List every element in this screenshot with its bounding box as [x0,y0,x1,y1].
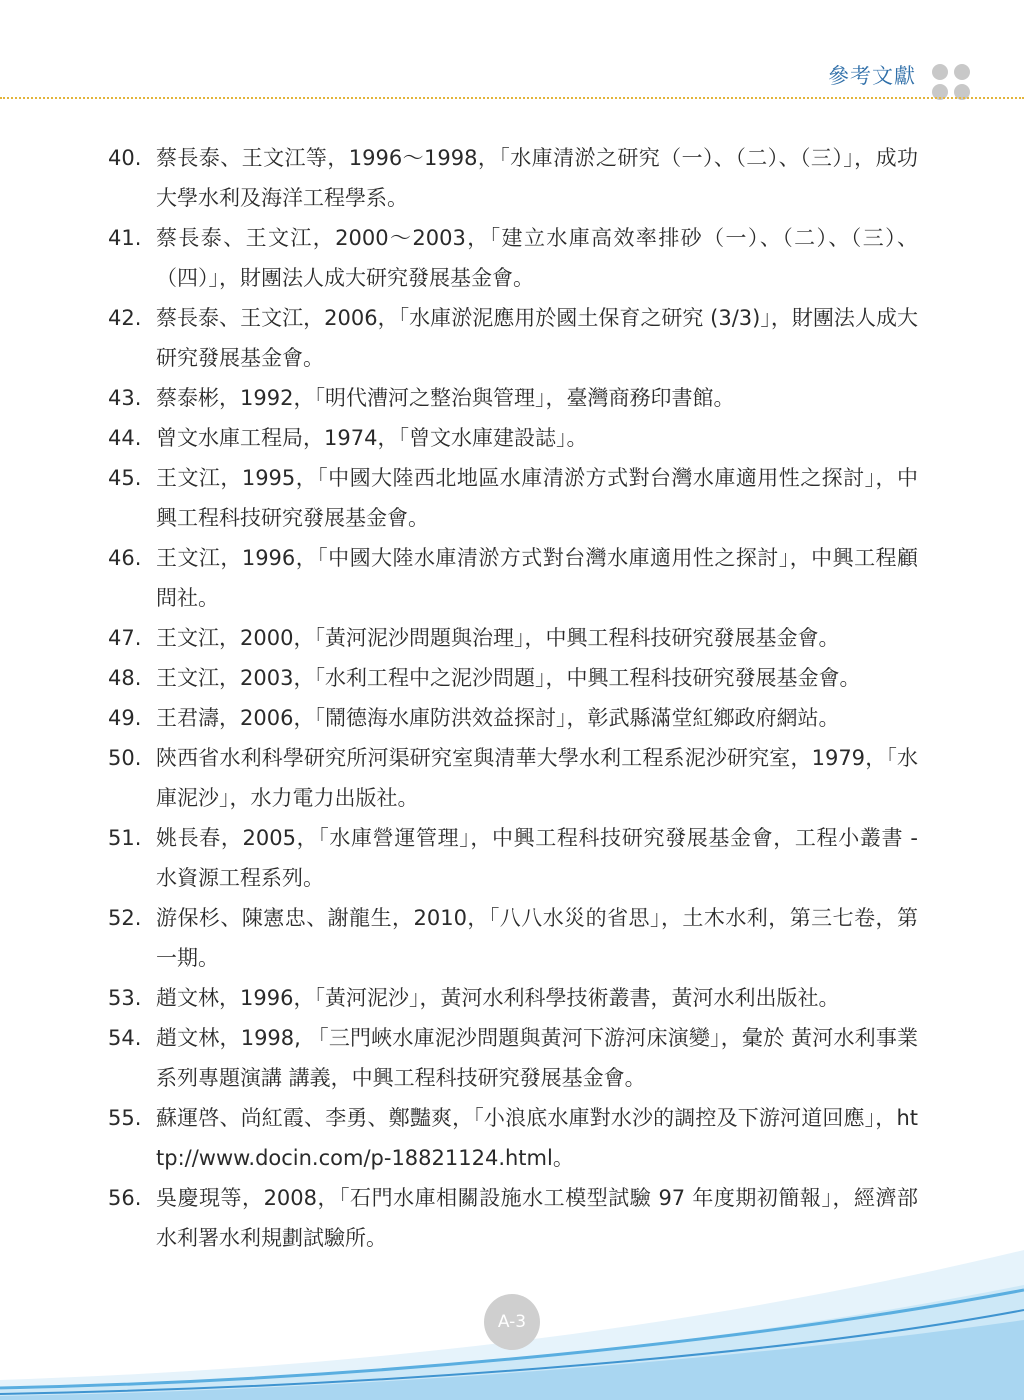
reference-text: 游保杉、陳憲忠、謝龍生，2010，「八八水災的省思」，土木水利，第三七卷，第一期。 [156,906,918,970]
reference-item [108,218,918,298]
reference-number: 55. [108,1106,142,1130]
reference-item [108,818,918,898]
reference-text: 蔡長泰、王文江等，1996～1998，「水庫清淤之研究（一）、（二）、（三）」，成功大學水利及海洋工程學系。 [156,146,918,210]
reference-item [108,298,918,378]
reference-text: 蔡泰彬，1992，「明代漕河之整治與管理」，臺灣商務印書館。 [156,386,735,410]
reference-number: 49. [108,706,142,730]
reference-number: 54. [108,1026,142,1050]
reference-number: 47. [108,626,142,650]
reference-number: 51. [108,826,142,850]
reference-item [108,658,918,698]
reference-text: 王君濤，2006，「鬧德海水庫防洪效益探討」，彰武縣滿堂紅鄉政府網站。 [156,706,840,730]
reference-item [108,898,918,978]
reference-number: 40. [108,146,142,170]
reference-text: 王文江，2000，「黃河泥沙問題與治理」，中興工程科技研究發展基金會。 [156,626,840,650]
reference-item [108,418,918,458]
reference-item [108,538,918,618]
reference-item [108,458,918,538]
reference-number: 48. [108,666,142,690]
reference-item [108,978,918,1018]
reference-text: 蔡長泰、王文江，2000～2003，「建立水庫高效率排砂（一）、（二）、（三）、（四）」，財團法人成大研究發展基金會。 [156,226,918,290]
reference-item [108,738,918,818]
reference-number: 50. [108,746,142,770]
page-number-badge: A-3 [484,1294,540,1350]
page-header [0,0,1024,110]
reference-text: 陝西省水利科學研究所河渠研究室與清華大學水利工程系泥沙研究室，1979，「水庫泥沙」，水力電力出版社。 [156,746,918,810]
reference-number: 53. [108,986,142,1010]
reference-text: 蔡長泰、王文江，2006，「水庫淤泥應用於國土保育之研究 (3/3)」，財團法人成大研究發展基金會。 [156,306,918,370]
reference-item [108,698,918,738]
reference-text: 趙文林，1998, 「三門峽水庫泥沙問題與黃河下游河床演變」，彙於 黃河水利事業系列專題演講 講義，中興工程科技研究發展基金會。 [156,1026,918,1090]
reference-text: 趙文林，1996，「黃河泥沙」，黃河水利科學技術叢書，黃河水利出版社。 [156,986,840,1010]
reference-number: 42. [108,306,142,330]
reference-text: 吳慶現等，2008，「石門水庫相關設施水工模型試驗 97 年度期初簡報」，經濟部水利署水利規劃試驗所。 [156,1186,918,1250]
header-dotted-rule [0,97,1024,99]
reference-text: 王文江，1996，「中國大陸水庫清淤方式對台灣水庫適用性之探討」，中興工程顧問社。 [156,546,918,610]
reference-number: 46. [108,546,142,570]
reference-number: 52. [108,906,142,930]
reference-item [108,1018,918,1098]
reference-item [108,378,918,418]
section-title: 參考文獻 [828,64,916,88]
reference-text: 王文江，2003，「水利工程中之泥沙問題」，中興工程科技研究發展基金會。 [156,666,861,690]
reference-text: 蘇運啓、尚紅霞、李勇、鄭豔爽，「小浪底水庫對水沙的調控及下游河道回應」，http://www.docin.com/p-18821124.html。 [156,1106,918,1170]
reference-item [108,138,918,218]
reference-item [108,1098,918,1178]
reference-number: 56. [108,1186,142,1210]
reference-number: 44. [108,426,142,450]
reference-list [108,138,918,1258]
reference-text: 王文江，1995，「中國大陸西北地區水庫清淤方式對台灣水庫適用性之探討」，中興工程科技研究發展基金會。 [156,466,918,530]
reference-text: 曾文水庫工程局，1974，「曾文水庫建設誌」。 [156,426,588,450]
reference-number: 43. [108,386,142,410]
reference-item [108,618,918,658]
reference-text: 姚長春，2005，「水庫營運管理」，中興工程科技研究發展基金會，工程小叢書 - 水資源工程系列。 [156,826,918,890]
reference-number: 41. [108,226,142,250]
reference-number: 45. [108,466,142,490]
